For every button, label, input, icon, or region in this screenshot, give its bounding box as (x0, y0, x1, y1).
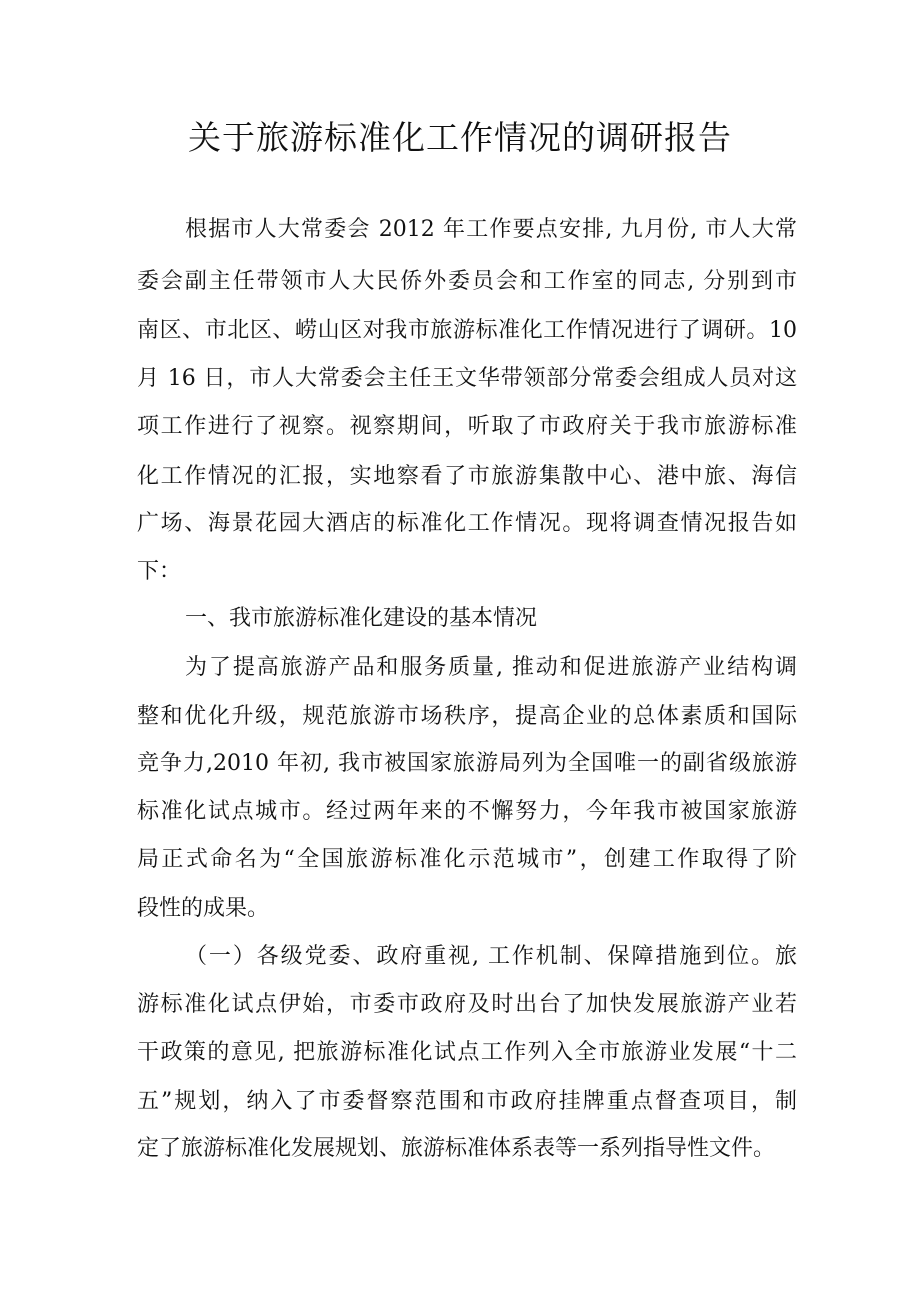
paragraph-line: 化工作情况的汇报，实地察看了市旅游集散中心、港中旅、海信 (137, 464, 797, 489)
paragraph-line: 干政策的意见, 把旅游标准化试点工作列入全市旅游业发展“十二 (137, 1040, 797, 1065)
paragraph-line: 为了提高旅游产品和服务质量, 推动和促进旅游产业结构调 (185, 655, 797, 680)
section-heading: 一、我市旅游标准化建设的基本情况 (185, 606, 538, 631)
paragraph-line: 段性的成果。 (137, 896, 270, 921)
paragraph-line: 定了旅游标准化发展规划、旅游标准体系表等一系列指导性文件。 (137, 1136, 776, 1161)
paragraph-line: 下： (137, 559, 182, 584)
paragraph-line: 广场、海景花园大酒店的标准化工作情况。现将调查情况报告如 (137, 511, 797, 536)
paragraph-line: 五”规划，纳入了市委督察范围和市政府挂牌重点督查项目，制 (137, 1089, 797, 1114)
paragraph-line: 局正式命名为“全国旅游标准化示范城市”，创建工作取得了阶 (137, 847, 797, 872)
paragraph-line: 委会副主任带领市人大民侨外委员会和工作室的同志, 分别到市 (137, 269, 797, 294)
paragraph-line: 竞争力,2010 年初, 我市被国家旅游局列为全国唯一的副省级旅游 (137, 751, 797, 776)
paragraph-line: 月 16 日，市人大常委会主任王文华带领部分常委会组成人员对这 (137, 366, 797, 391)
document-title: 关于旅游标准化工作情况的调研报告 (188, 118, 732, 157)
paragraph-line: 游标准化试点伊始，市委市政府及时出台了加快发展旅游产业若 (137, 992, 797, 1017)
paragraph-line: 南区、市北区、崂山区对我市旅游标准化工作情况进行了调研。10 (137, 318, 797, 343)
paragraph-line: 标准化试点城市。经过两年来的不懈努力，今年我市被国家旅游 (137, 799, 797, 824)
paragraph-line: 根据市人大常委会 2012 年工作要点安排, 九月份, 市人大常 (185, 217, 797, 242)
paragraph-line: 整和优化升级，规范旅游市场秩序，提高企业的总体素质和国际 (137, 704, 797, 729)
subsection-line: （一）各级党委、政府重视, 工作机制、保障措施到位。旅 (185, 944, 797, 969)
paragraph-line: 项工作进行了视察。视察期间，听取了市政府关于我市旅游标准 (137, 414, 797, 439)
